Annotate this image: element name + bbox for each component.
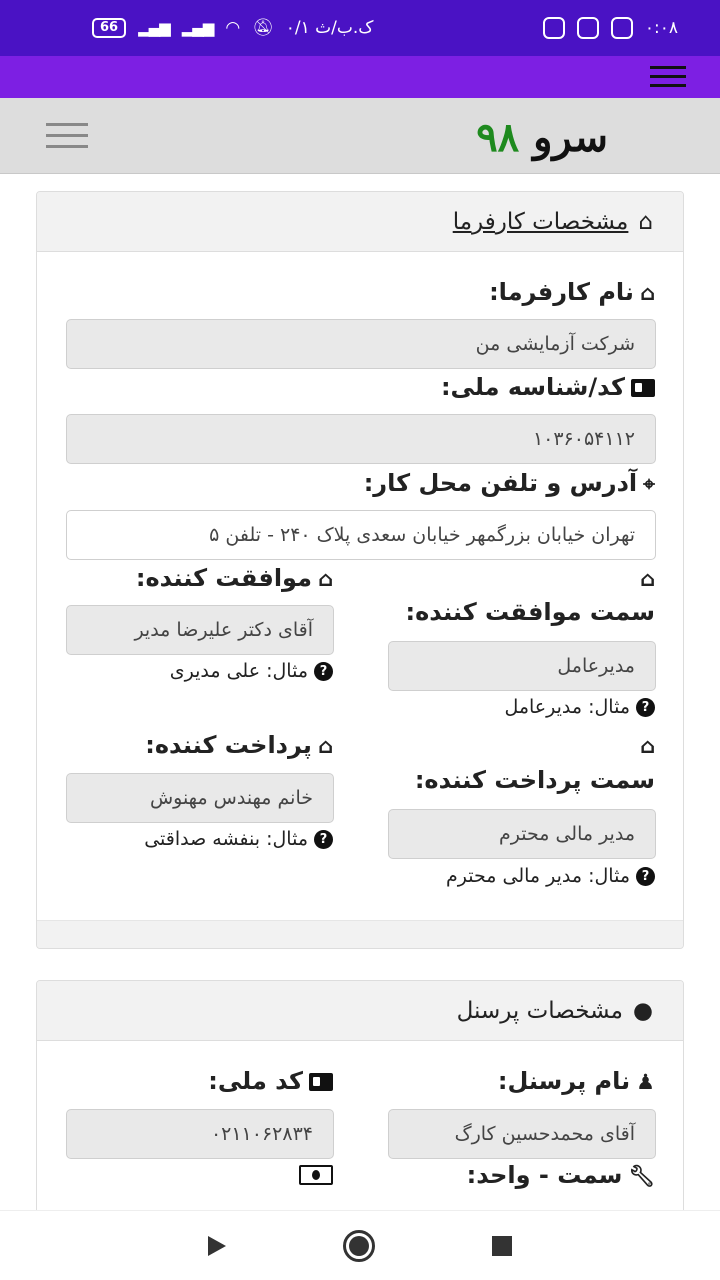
personnel-name-label: ♟نام پرسنل: bbox=[497, 1067, 655, 1095]
payer-role-home bbox=[634, 731, 655, 759]
id-card-icon bbox=[631, 379, 655, 397]
position-label: 🔧︎سمت - واحد: bbox=[466, 1161, 655, 1189]
top-bar bbox=[0, 56, 720, 98]
home-icon: ⌂ bbox=[639, 567, 655, 591]
employer-card-header bbox=[37, 192, 683, 252]
money-icon bbox=[299, 1165, 333, 1185]
approver-role-hint: ?مثال: مدیرعامل bbox=[504, 696, 655, 718]
employer-card bbox=[36, 191, 684, 949]
nav-toggle-menu-icon[interactable] bbox=[46, 123, 88, 156]
question-circle-icon: ? bbox=[636, 867, 655, 886]
user-tie-icon: ♟ bbox=[636, 1070, 655, 1094]
approver-role-input[interactable]: مدیرعامل bbox=[388, 641, 656, 691]
address-input[interactable]: تهران خیابان بزرگمهر خیابان سعدی پلاک ۲۴۰ - تلفن ۵ bbox=[66, 510, 656, 560]
status-time: ۰:۰۸ bbox=[644, 18, 678, 38]
payer-role-label: سمت پرداخت کننده: bbox=[414, 766, 655, 794]
payer-role-input[interactable]: مدیر مالی محترم bbox=[388, 809, 656, 859]
employer-card-footer bbox=[37, 920, 683, 948]
personnel-card-title[interactable]: مشخصات پرسنل bbox=[456, 997, 623, 1024]
instagram-icon bbox=[577, 17, 599, 39]
brand-number: ۹۸ bbox=[476, 114, 520, 161]
app-header bbox=[0, 98, 720, 174]
signal-icon: ▂▄▆ bbox=[138, 19, 170, 37]
nav-back-icon[interactable] bbox=[208, 1236, 226, 1256]
national-id-input[interactable]: ۱۰۳۶۰۵۴۱۱۲ bbox=[66, 414, 656, 464]
nav-recents-icon[interactable] bbox=[492, 1236, 512, 1256]
approver-hint: ?مثال: علی مدیری bbox=[170, 660, 333, 682]
status-date: ۰/۱ ک.ب/ث bbox=[285, 18, 374, 38]
wrench-icon: 🔧︎ bbox=[628, 1163, 655, 1188]
question-circle-icon: ? bbox=[314, 662, 333, 681]
id-card-icon bbox=[309, 1073, 333, 1091]
question-circle-icon: ? bbox=[314, 830, 333, 849]
status-bar bbox=[0, 0, 720, 56]
status-right bbox=[543, 17, 678, 39]
payer-hint: ?مثال: بنفشه صداقتی bbox=[144, 828, 333, 850]
app-notification-icon bbox=[543, 17, 565, 39]
home-icon: ⌂ bbox=[639, 734, 655, 758]
national-code-input[interactable]: ۰۲۱۱۰۶۲۸۳۴ bbox=[66, 1109, 334, 1159]
menu-icon[interactable] bbox=[650, 66, 686, 93]
approver-input[interactable]: آقای دکتر علیرضا مدیر bbox=[66, 605, 334, 655]
map-marker-icon: ⌖ bbox=[643, 471, 655, 496]
wifi-icon: ◠ bbox=[225, 18, 241, 38]
approver-role-home bbox=[634, 564, 655, 592]
signal-icon-2: ▂▄▆ bbox=[181, 19, 214, 37]
employer-card-title[interactable]: مشخصات کارفرما bbox=[452, 208, 629, 235]
home-icon: ⌂ bbox=[317, 734, 333, 758]
national-id-label: کد/شناسه ملی: bbox=[441, 373, 655, 401]
approver-role-label: سمت موافقت کننده: bbox=[405, 598, 655, 626]
employer-name-input[interactable]: شرکت آزمایشی من bbox=[66, 319, 656, 369]
personnel-name-input[interactable]: آقای محمدحسین کارگ bbox=[388, 1109, 656, 1159]
payer-role-hint: ?مثال: مدیر مالی محترم bbox=[446, 865, 655, 887]
question-circle-icon: ? bbox=[636, 698, 655, 717]
instagram-icon-2 bbox=[611, 17, 633, 39]
payer-label: ⌂پرداخت کننده: bbox=[145, 731, 333, 759]
home-icon: ⌂ bbox=[317, 567, 333, 591]
home-icon: ⌂ bbox=[638, 208, 653, 235]
address-label: ⌖آدرس و تلفن محل کار: bbox=[363, 469, 655, 497]
mute-icon: 🔕︎ bbox=[252, 18, 274, 38]
user-icon: ● bbox=[632, 997, 653, 1024]
status-left bbox=[92, 18, 374, 38]
personnel-card bbox=[36, 980, 684, 1240]
brand-logo[interactable] bbox=[476, 114, 608, 161]
employer-name-label: ⌂نام کارفرما: bbox=[489, 278, 655, 306]
home-icon: ⌂ bbox=[639, 281, 655, 305]
national-code-label: کد ملی: bbox=[208, 1067, 333, 1095]
payer-input[interactable]: خانم مهندس مهنوش bbox=[66, 773, 334, 823]
system-nav-bar bbox=[0, 1210, 720, 1280]
approver-label: ⌂موافقت کننده: bbox=[135, 564, 333, 592]
nav-home-icon[interactable] bbox=[343, 1230, 375, 1262]
personnel-card-header bbox=[37, 981, 683, 1041]
brand-text: سرو bbox=[533, 114, 608, 161]
battery-icon: 66 bbox=[92, 18, 126, 38]
